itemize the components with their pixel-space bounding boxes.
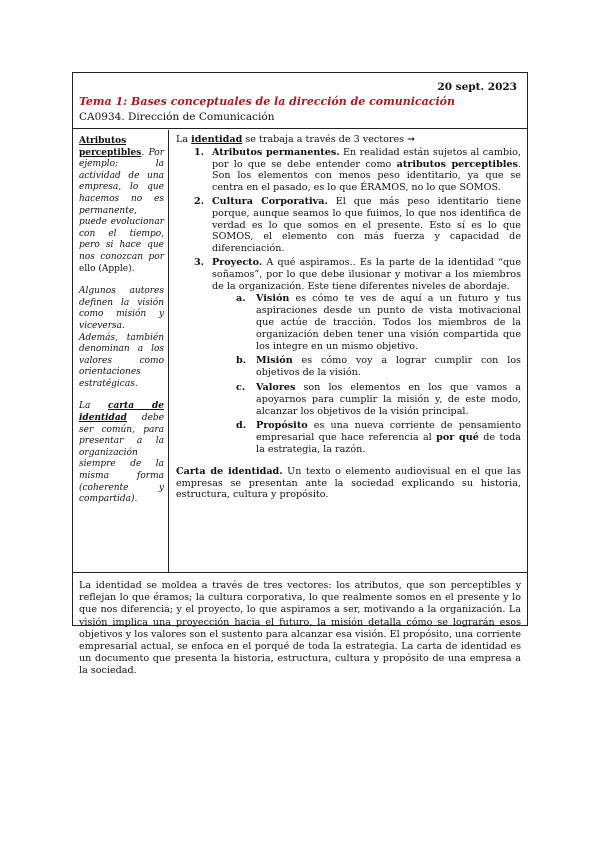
list-item	[212, 355, 521, 379]
item-title: Proyecto.	[212, 256, 263, 268]
item-text: A qué aspiramos.. Es la parte de la identidad “que soñamos”, por lo que debe ilusionar y motivar a los miembros de la organización. Este tiene diferentes niveles de abordaje.	[212, 256, 521, 292]
cue-atributos-text: Por ejemplo; la actividad de una empresa, lo que hacemos no es permanente, puede evolucionar con el tiempo, pero si hace que nos conozcan por	[79, 147, 164, 262]
subitem-title: Visión	[256, 293, 290, 305]
cue-column	[73, 130, 169, 573]
list-letter: d.	[236, 420, 247, 432]
list-letter: a.	[236, 293, 246, 305]
list-number: 3.	[194, 256, 205, 268]
list-number: 1.	[194, 146, 205, 158]
topic-title: Tema 1: Bases conceptuales de la dirección de comunicación	[79, 95, 455, 108]
cue-carta-tail: (coherente y compartida).	[79, 482, 164, 505]
subitem-title: Misión	[256, 355, 293, 367]
list-letter: b.	[236, 355, 247, 367]
cue-atributos-tail: ello (Apple).	[79, 263, 135, 274]
cue-carta	[79, 401, 164, 505]
intro-rest: se trabaja a través de 3 vectores ➞	[245, 134, 416, 145]
list-item	[176, 257, 521, 456]
carta-text: Un texto o elemento audiovisual en el que las empresas se presentan ante la sociedad explicando su historia, estructura, cultura y propósito.	[176, 465, 521, 501]
list-item	[176, 147, 521, 194]
item-text-tail: . Son los elementos con menos peso identitario, ya que se centra en el pasado, es lo que ÉRAMOS, no lo que SOMOS.	[212, 158, 521, 194]
summary-section: La identidad se moldea a través de tres vectores: los atributos, que son perceptibles y reflejan lo que éramos; la cultura corporativa, lo que realmente somos en el presente y lo que nos diferencia; y el proyecto, lo que aspiramos a ser, motivando a la organización. La visión implica una proyección hacia el futuro, la misión detalla cómo se lograrán esos objetivos y los valores son el sustento para alcanzar esa visión. El propósito, una corriente empresarial actual, se enfoca en el porqué de toda la estrategia. La carta de identidad es un documento que presenta la historia, estructura, cultura y propósito de una empresa a la sociedad.	[79, 580, 521, 677]
item-title: Atributos permanentes.	[212, 146, 340, 158]
list-item	[176, 196, 521, 255]
cue-carta-lead: La	[79, 401, 91, 412]
list-item	[212, 293, 521, 352]
cue-atributos-title: Atributos perceptibles	[79, 136, 142, 158]
subitem-title: Propósito	[256, 420, 308, 432]
subitem-text: son los elementos en los que vamos a apoyarnos para cumplir la misión y, de este modo, alcanzar los objetivos de la visión principal.	[256, 381, 521, 417]
cue-carta-text: debe ser común, para presentar a la organización siempre de la misma forma	[79, 413, 164, 482]
notes-column	[170, 130, 527, 573]
subitem-title: Valores	[256, 381, 296, 393]
notes-sheet	[72, 72, 528, 677]
item-title: Cultura Corporativa.	[212, 195, 328, 207]
subitem-text-tail: de toda la estrategia, la razón.	[256, 432, 521, 455]
subitem-text: es cómo voy a lograr cumplir con los objetivos de la visión.	[256, 355, 521, 379]
vector-list	[176, 147, 521, 456]
cue-atributos: Atributos perceptibles. Por ejemplo; la actividad de una empresa, lo que hacemos no es permanente, puede evolucionar con el tiempo, pero si hace que nos conozcan por ello (Apple).	[79, 136, 164, 274]
notes-header	[73, 73, 527, 129]
level-list	[212, 293, 521, 455]
list-number: 2.	[194, 195, 205, 207]
list-letter: c.	[236, 381, 246, 393]
list-item	[212, 420, 521, 455]
carta-definition	[176, 466, 521, 501]
notes-body	[73, 130, 527, 573]
list-item	[212, 382, 521, 417]
cue-autores: Algunos autores definen la visión como misión y viceversa. Además, también denominan a los valores como orientaciones estratégicas.	[79, 286, 164, 389]
item-text: El que más peso identitario tiene porque, aunque seamos lo que fuimos, lo que nos identifica de verdad es lo que somos en el presente. Esto sí es lo que SOMOS, el elemento con más fuerza y capacidad de diferenciación.	[212, 195, 521, 255]
intro-line	[176, 134, 521, 146]
subitem-text: es una nueva corriente de pensamiento empresarial que hace referencia al	[256, 420, 521, 444]
subitem-bold: por qué	[436, 432, 479, 444]
intro-word: identidad	[191, 134, 243, 145]
carta-title: Carta de identidad.	[176, 465, 283, 477]
subitem-text: es cómo te ves de aquí a un futuro y tus aspiraciones desde un punto de vista motivacional que actúe de tracción. Todos los miembros de la organización deben tener una visión compartida que los integre en un mismo objetivo.	[256, 293, 521, 352]
cue-carta-bold: carta de identidad	[79, 401, 164, 424]
course-name: CA0934. Dirección de Comunicación	[79, 111, 275, 123]
item-text: En realidad están sujetos al cambio, por lo que se debe entender como	[212, 146, 521, 170]
intro-lead: La	[176, 134, 189, 145]
note-date: 20 sept. 2023	[437, 81, 517, 93]
item-bold: atributos perceptibles	[396, 158, 518, 170]
